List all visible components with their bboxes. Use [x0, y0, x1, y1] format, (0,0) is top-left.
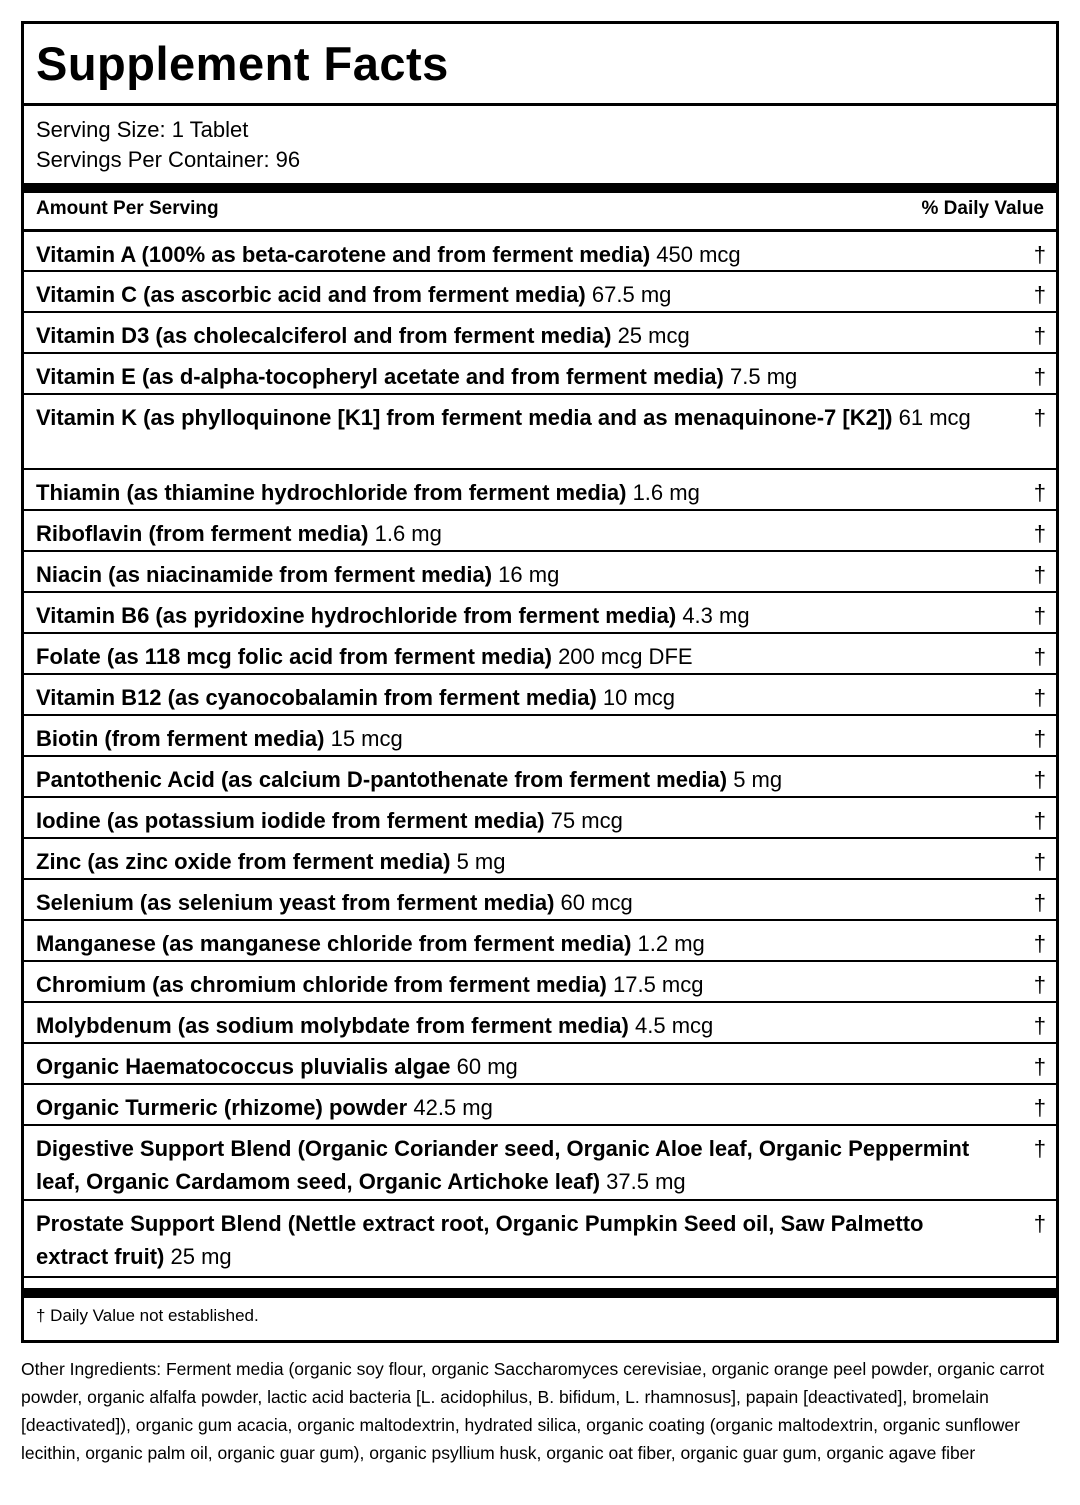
nutrient-amount: 10 mcg: [602, 685, 676, 710]
nutrient-amount: 4.3 mg: [682, 603, 750, 628]
nutrient-amount: 5 mg: [456, 849, 506, 874]
nutrient-row: [24, 673, 1056, 714]
nutrient-row: [24, 632, 1056, 673]
title-divider: [24, 103, 1056, 106]
daily-value-header: % Daily Value: [921, 198, 1044, 219]
supplement-facts-panel: [21, 21, 1059, 1343]
nutrient-name: Folate (as 118 mcg folic acid from ferment media): [36, 644, 552, 669]
nutrient-amount: 42.5 mg: [413, 1095, 493, 1120]
nutrient-name: Pantothenic Acid (as calcium D-pantothenate from ferment media): [36, 767, 728, 792]
daily-value-dagger: †: [1033, 685, 1046, 710]
nutrient-row: [24, 1001, 1056, 1042]
nutrient-name: Biotin (from ferment media): [36, 726, 325, 751]
daily-value-dagger: †: [1033, 726, 1046, 751]
nutrient-name: Manganese (as manganese chloride from ferment media): [36, 931, 632, 956]
nutrient-row: [24, 878, 1056, 919]
nutrient-row: [24, 311, 1056, 352]
serving-size: Serving Size: 1 Tablet: [36, 117, 249, 142]
daily-value-dagger: †: [1033, 1054, 1046, 1079]
daily-value-dagger: †: [1033, 808, 1046, 833]
daily-value-dagger: †: [1033, 603, 1046, 628]
nutrient-amount: 60 mcg: [560, 890, 633, 915]
nutrient-amount: 15 mcg: [330, 726, 403, 751]
nutrient-text: [36, 1013, 713, 1038]
daily-value-dagger: †: [1033, 849, 1046, 874]
daily-value-dagger: †: [1033, 242, 1046, 267]
nutrient-text: [36, 1095, 493, 1120]
daily-value-dagger: †: [1033, 282, 1046, 307]
nutrient-name: Digestive Support Blend (Organic Coriander seed, Organic Aloe leaf, Organic Peppermint leaf, Organic Cardamom seed, Organic Artichoke leaf): [36, 1136, 970, 1194]
nutrient-name: Zinc (as zinc oxide from ferment media): [36, 849, 451, 874]
daily-value-dagger: †: [1033, 480, 1046, 505]
nutrient-amount: 25 mcg: [617, 323, 690, 348]
nutrient-row: [24, 1199, 1056, 1273]
daily-value-dagger: †: [1033, 931, 1046, 956]
nutrient-amount: 17.5 mcg: [613, 972, 704, 997]
nutrient-row: [24, 960, 1056, 1001]
nutrient-name: Thiamin (as thiamine hydrochloride from ferment media): [36, 480, 627, 505]
nutrient-amount: 1.2 mg: [637, 931, 705, 956]
nutrient-text: [36, 603, 750, 628]
nutrient-row: [24, 919, 1056, 960]
daily-value-dagger: †: [1033, 364, 1046, 389]
nutrient-row: [24, 509, 1056, 550]
nutrient-amount: 1.6 mg: [632, 480, 700, 505]
nutrient-name: Vitamin B12 (as cyanocobalamin from ferment media): [36, 685, 597, 710]
nutrient-amount: 25 mg: [170, 1244, 232, 1269]
nutrient-text: [36, 644, 693, 669]
daily-value-dagger: †: [1033, 521, 1046, 546]
nutrient-name: Chromium (as chromium chloride from ferment media): [36, 972, 607, 997]
nutrient-amount: 1.6 mg: [374, 521, 442, 546]
nutrient-row: [24, 468, 1056, 509]
nutrient-name: Vitamin A (100% as beta-carotene and from ferment media): [36, 242, 651, 267]
nutrient-amount: 61 mcg: [898, 405, 971, 430]
servings-per-container: Servings Per Container: 96: [36, 147, 301, 172]
nutrient-row: [24, 229, 1056, 270]
daily-value-dagger: †: [1033, 323, 1046, 348]
daily-value-dagger: †: [1033, 1211, 1046, 1236]
daily-value-dagger: †: [1033, 767, 1046, 792]
nutrient-row: [24, 270, 1056, 311]
thick-divider-bottom: [24, 1288, 1056, 1298]
amount-per-serving-header: Amount Per Serving: [36, 198, 219, 219]
nutrient-name: Niacin (as niacinamide from ferment media): [36, 562, 493, 587]
nutrient-name: Molybdenum (as sodium molybdate from ferment media): [36, 1013, 629, 1038]
daily-value-dagger: †: [1033, 562, 1046, 587]
nutrient-name: Iodine (as potassium iodide from ferment media): [36, 808, 545, 833]
nutrient-text: [36, 1054, 518, 1079]
nutrient-amount: 4.5 mcg: [635, 1013, 714, 1038]
nutrient-text: [36, 323, 690, 348]
nutrient-row: [24, 1083, 1056, 1124]
nutrient-row: [24, 714, 1056, 755]
nutrient-name: Vitamin K (as phylloquinone [K1] from ferment media and as menaquinone-7 [K2]): [36, 405, 893, 430]
nutrient-text: [36, 521, 442, 546]
thick-divider-top: [24, 183, 1056, 193]
nutrient-amount: 5 mg: [733, 767, 783, 792]
nutrient-text: [36, 562, 559, 587]
nutrient-row: [24, 1124, 1056, 1199]
other-ingredients: Other Ingredients: Ferment media (organic soy flour, organic Saccharomyces cerevisiae, organic orange peel powder, organic carrot powder, organic alfalfa powder, lactic acid bacteria [L. acidophilus, B. bifidum, L. rhamnosus], papain [deactivated], bromelain [deactivated]), organic gum acacia, organic maltodextrin, hydrated silica, organic coating (organic maltodextrin, organic sunflower lecithin, organic palm oil, organic guar gum), organic psyllium husk, organic oat fiber, organic guar gum, organic agave fiber: [21, 1359, 1045, 1463]
nutrient-amount: 75 mcg: [550, 808, 623, 833]
nutrient-amount: 60 mg: [456, 1054, 518, 1079]
daily-value-dagger: †: [1033, 1136, 1046, 1161]
nutrient-name: Organic Haematococcus pluvialis algae: [36, 1054, 451, 1079]
nutrient-row: [24, 591, 1056, 632]
nutrient-amount: 450 mcg: [656, 242, 741, 267]
nutrient-name: Selenium (as selenium yeast from ferment media): [36, 890, 555, 915]
nutrient-amount: 16 mg: [498, 562, 560, 587]
nutrient-text: [36, 685, 675, 710]
nutrient-row: [24, 796, 1056, 837]
bottom-thin-divider: [24, 1276, 1056, 1278]
nutrient-text: [36, 1136, 969, 1194]
nutrient-amount: 200 mcg DFE: [558, 644, 693, 669]
nutrient-row: [24, 755, 1056, 796]
nutrient-name: Vitamin B6 (as pyridoxine hydrochloride from ferment media): [36, 603, 677, 628]
panel-title: Supplement Facts: [36, 37, 449, 90]
nutrient-amount: 67.5 mg: [591, 282, 672, 307]
nutrient-name: Organic Turmeric (rhizome) powder: [36, 1095, 408, 1120]
nutrient-row: [24, 352, 1056, 393]
nutrient-row: [24, 837, 1056, 878]
nutrient-name: Vitamin D3 (as cholecalciferol and from ferment media): [36, 323, 612, 348]
nutrient-row: [24, 1042, 1056, 1083]
nutrient-text: [36, 726, 403, 751]
daily-value-dagger: †: [1033, 1095, 1046, 1120]
nutrient-table: [24, 229, 1056, 1273]
daily-value-dagger: †: [1033, 972, 1046, 997]
nutrient-row: [24, 393, 1056, 468]
daily-value-dagger: †: [1033, 1013, 1046, 1038]
nutrient-name: Vitamin C (as ascorbic acid and from ferment media): [36, 282, 586, 307]
nutrient-text: [36, 364, 797, 389]
nutrient-text: [36, 767, 782, 792]
nutrient-text: [36, 849, 505, 874]
nutrient-amount: 37.5 mg: [606, 1169, 686, 1194]
nutrient-text: [36, 242, 741, 267]
nutrient-text: [36, 1211, 924, 1269]
nutrient-name: Riboflavin (from ferment media): [36, 521, 369, 546]
footnote: † Daily Value not established.: [36, 1306, 259, 1325]
nutrient-amount: 7.5 mg: [730, 364, 798, 389]
serving-info: [36, 115, 300, 175]
nutrient-text: [36, 972, 704, 997]
nutrient-name: Prostate Support Blend (Nettle extract root, Organic Pumpkin Seed oil, Saw Palmetto extract fruit): [36, 1211, 924, 1269]
daily-value-dagger: †: [1033, 644, 1046, 669]
nutrient-text: [36, 480, 700, 505]
nutrient-text: [36, 890, 633, 915]
daily-value-dagger: †: [1033, 890, 1046, 915]
daily-value-dagger: †: [1033, 405, 1046, 430]
nutrient-text: [36, 931, 705, 956]
nutrient-name: Vitamin E (as d-alpha-tocopheryl acetate and from ferment media): [36, 364, 724, 389]
nutrient-text: [36, 405, 971, 430]
nutrient-text: [36, 282, 671, 307]
nutrient-text: [36, 808, 623, 833]
nutrient-row: [24, 550, 1056, 591]
